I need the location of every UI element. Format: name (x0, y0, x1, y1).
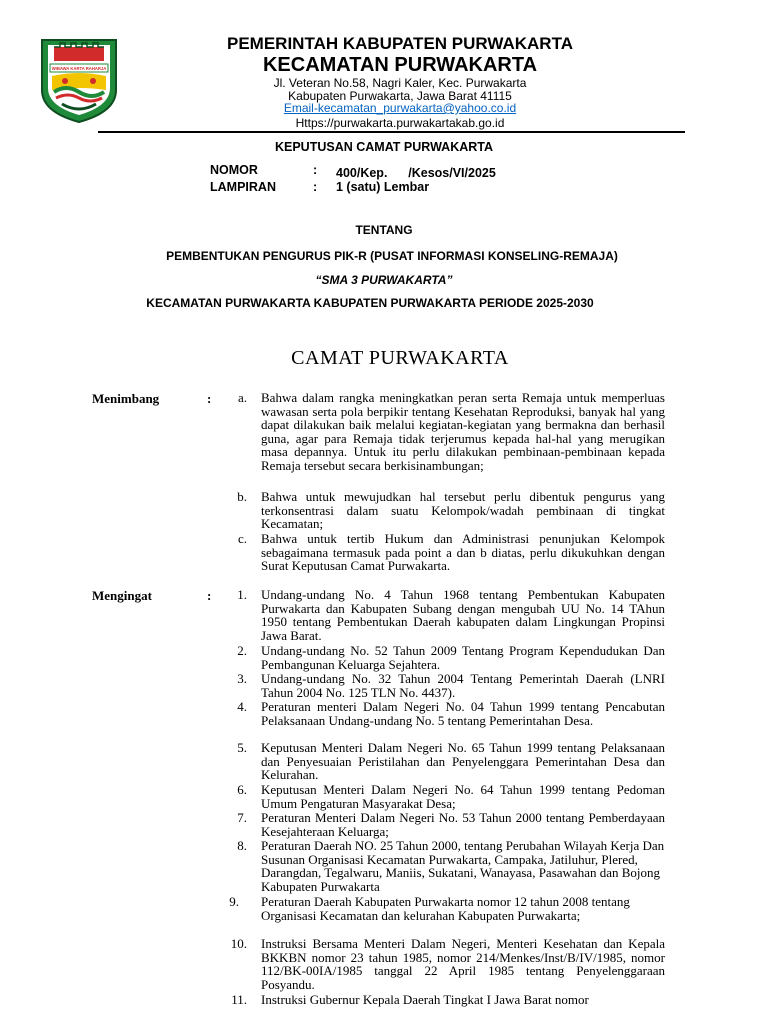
mengingat-item-3 (217, 672, 665, 699)
address-line-2: Kabupaten Purwakarta, Jawa Barat 41115 (288, 89, 512, 103)
menimbang-label: Menimbang (92, 391, 160, 406)
menimbang-colon: : (207, 391, 212, 406)
mengingat-item-6 (217, 783, 665, 810)
item-text: Peraturan menteri Dalam Negeri No. 04 Tahun 1999 tentang Pencabutan Pelaksanaan Undang-undang No. 5 tentang Pemerintahan Desa. (261, 699, 665, 728)
mengingat-item-1 (217, 588, 665, 642)
item-text: Bahwa dalam rangka meningkatkan peran serta Remaja untuk memperluas wawasan serta pola berpikir tentang Kesehatan Reproduksi, banyak hal yang dapat dilakukan baik melalui kegiatan-kegiatan yang bermakna dan berhasil guna, agar para Remaja tidak terjerumus kepada hal-hal yang merugikan masa depannya. Untuk itu perlu dilakukan pembinaan-pembinaan kepada Remaja tersebut secara berkisinambungan; (261, 390, 665, 473)
item-number: 10. (230, 936, 247, 951)
nomor-colon: : (313, 163, 318, 177)
item-number: 5. (237, 740, 247, 755)
item-number: 4. (237, 699, 247, 714)
item-text: Instruksi Bersama Menteri Dalam Negeri, Menteri Kesehatan dan Kepala BKKBN nomor 23 tahun 1985, nomor 214/Menkes/Inst/B/IV/1985, nomor 112/BK-00IA/1985 tanggal 22 April 1985 tentang Penyelenggaraan Posyandu. (261, 936, 665, 992)
website-link[interactable]: Https://purwakarta.purwakartakab.go.id (295, 116, 505, 130)
item-text: Bahwa untuk tertib Hukum dan Administrasi penunjukan Kelompok sebagaimana termasuk pada point a dan b diatas, perlu dikukuhkan dengan Surat Keputusan Camat Purwakarta. (261, 531, 665, 574)
letterhead-divider (98, 131, 685, 133)
subject-line-3: KECAMATAN PURWAKARTA KABUPATEN PURWAKARTA PERIODE 2025-2030 (146, 296, 594, 310)
item-text: Undang-undang No. 52 Tahun 2009 Tentang Program Kependudukan Dan Pembangunan Keluarga Sejahtera. (261, 643, 665, 672)
item-number: c. (237, 531, 247, 546)
item-number: 8. (237, 838, 247, 853)
kabupaten-purwakarta-logo (38, 34, 120, 124)
issuer-heading: CAMAT PURWAKARTA (291, 347, 509, 369)
nomor-label: NOMOR (210, 163, 258, 177)
mengingat-item-10 (217, 937, 665, 991)
address-line-1: Jl. Veteran No.58, Nagri Kaler, Kec. Purwakarta (273, 76, 527, 90)
item-number: b. (237, 489, 247, 504)
item-text: Keputusan Menteri Dalam Negeri No. 65 Tahun 1999 tentang Pelaksanaan dan Penyesuaian Peristilahan dan Penyelenggara Pemerintahan Desa dan Kelurahan. (261, 740, 665, 783)
email-link[interactable]: Email-kecamatan_purwakarta@yahoo.co.id (283, 101, 517, 115)
item-text: Peraturan Menteri Dalam Negeri No. 53 Tahun 2000 tentang Pemberdayaan Kesejahteraan Keluarga; (261, 810, 665, 839)
nomor-value: 400/Kep. /Kesos/VI/2025 (336, 166, 496, 180)
item-number: 6. (237, 782, 247, 797)
mengingat-item-11 (217, 993, 665, 1007)
office-name: KECAMATAN PURWAKARTA (262, 54, 538, 76)
item-text: Bahwa untuk mewujudkan hal tersebut perlu dibentuk pengurus yang terkonsentrasi dalam suatu Kelompok/wadah pembinaan di tingkat Kecamatan; (261, 489, 665, 532)
item-text: Keputusan Menteri Dalam Negeri No. 64 Tahun 1999 tentang Pedoman Umum Pengaturan Masyarakat Desa; (261, 782, 665, 811)
lampiran-colon: : (313, 180, 318, 194)
svg-text:WIBAWA KARTA RAHARJA: WIBAWA KARTA RAHARJA (51, 66, 107, 71)
item-number: a. (237, 390, 247, 405)
menimbang-item-c (217, 532, 665, 573)
item-text: Undang-undang No. 4 Tahun 1968 tentang Pembentukan Kabupaten Purwakarta dan Kabupaten Subang dengan mengubah UU No. 14 TAhun 1950 tentang Pembentukan Daerah kabupaten dalam Lingkungan Propinsi Jawa Barat. (261, 587, 665, 643)
mengingat-item-2 (217, 644, 665, 671)
subject-line-2: “SMA 3 PURWAKARTA” (315, 273, 453, 287)
item-number: 7. (237, 810, 247, 825)
mengingat-item-7 (217, 811, 665, 838)
tentang-heading: TENTANG (355, 223, 413, 237)
lampiran-value: 1 (satu) Lembar (336, 180, 430, 194)
mengingat-item-4 (217, 700, 665, 727)
mengingat-colon: : (207, 588, 212, 603)
mengingat-label: Mengingat (92, 588, 152, 603)
mengingat-item-5 (217, 741, 665, 782)
mengingat-item-8 (217, 839, 665, 893)
item-text: Instruksi Gubernur Kepala Daerah Tingkat I Jawa Barat nomor (261, 992, 589, 1007)
item-number: 2. (237, 643, 247, 658)
item-text: Undang-undang No. 32 Tahun 2004 Tentang Pemerintah Daerah (LNRI Tahun 2004 No. 125 TLN No. 4437). (261, 671, 665, 700)
decree-title: KEPUTUSAN CAMAT PURWAKARTA (274, 140, 494, 154)
item-number: 9. (229, 894, 239, 909)
item-text: Peraturan Daerah NO. 25 Tahun 2000, tentang Perubahan Wilayah Kerja Dan Susunan Organisasi Kecamatan Purwakarta, Campaka, Jatiluhur, Plered, Darangdan, Tegalwaru, Maniis, Sukatani, Wanayasa, Pasawahan dan Bojong Kabupaten Purwakarta (261, 838, 665, 894)
menimbang-item-a (217, 391, 665, 473)
government-name: PEMERINTAH KABUPATEN PURWAKARTA (227, 34, 573, 53)
lampiran-label: LAMPIRAN (210, 180, 276, 194)
item-number: 1. (237, 587, 247, 602)
menimbang-item-b (217, 490, 665, 531)
mengingat-item-9 (217, 895, 665, 922)
item-number: 3. (237, 671, 247, 686)
item-text: Peraturan Daerah Kabupaten Purwakarta nomor 12 tahun 2008 tentang Organisasi Kecamatan dan kelurahan Kabupaten Purwakarta; (261, 894, 630, 923)
subject-line-1: PEMBENTUKAN PENGURUS PIK-R (PUSAT INFORMASI KONSELING-REMAJA) (166, 249, 618, 263)
item-number: 11. (231, 992, 247, 1007)
